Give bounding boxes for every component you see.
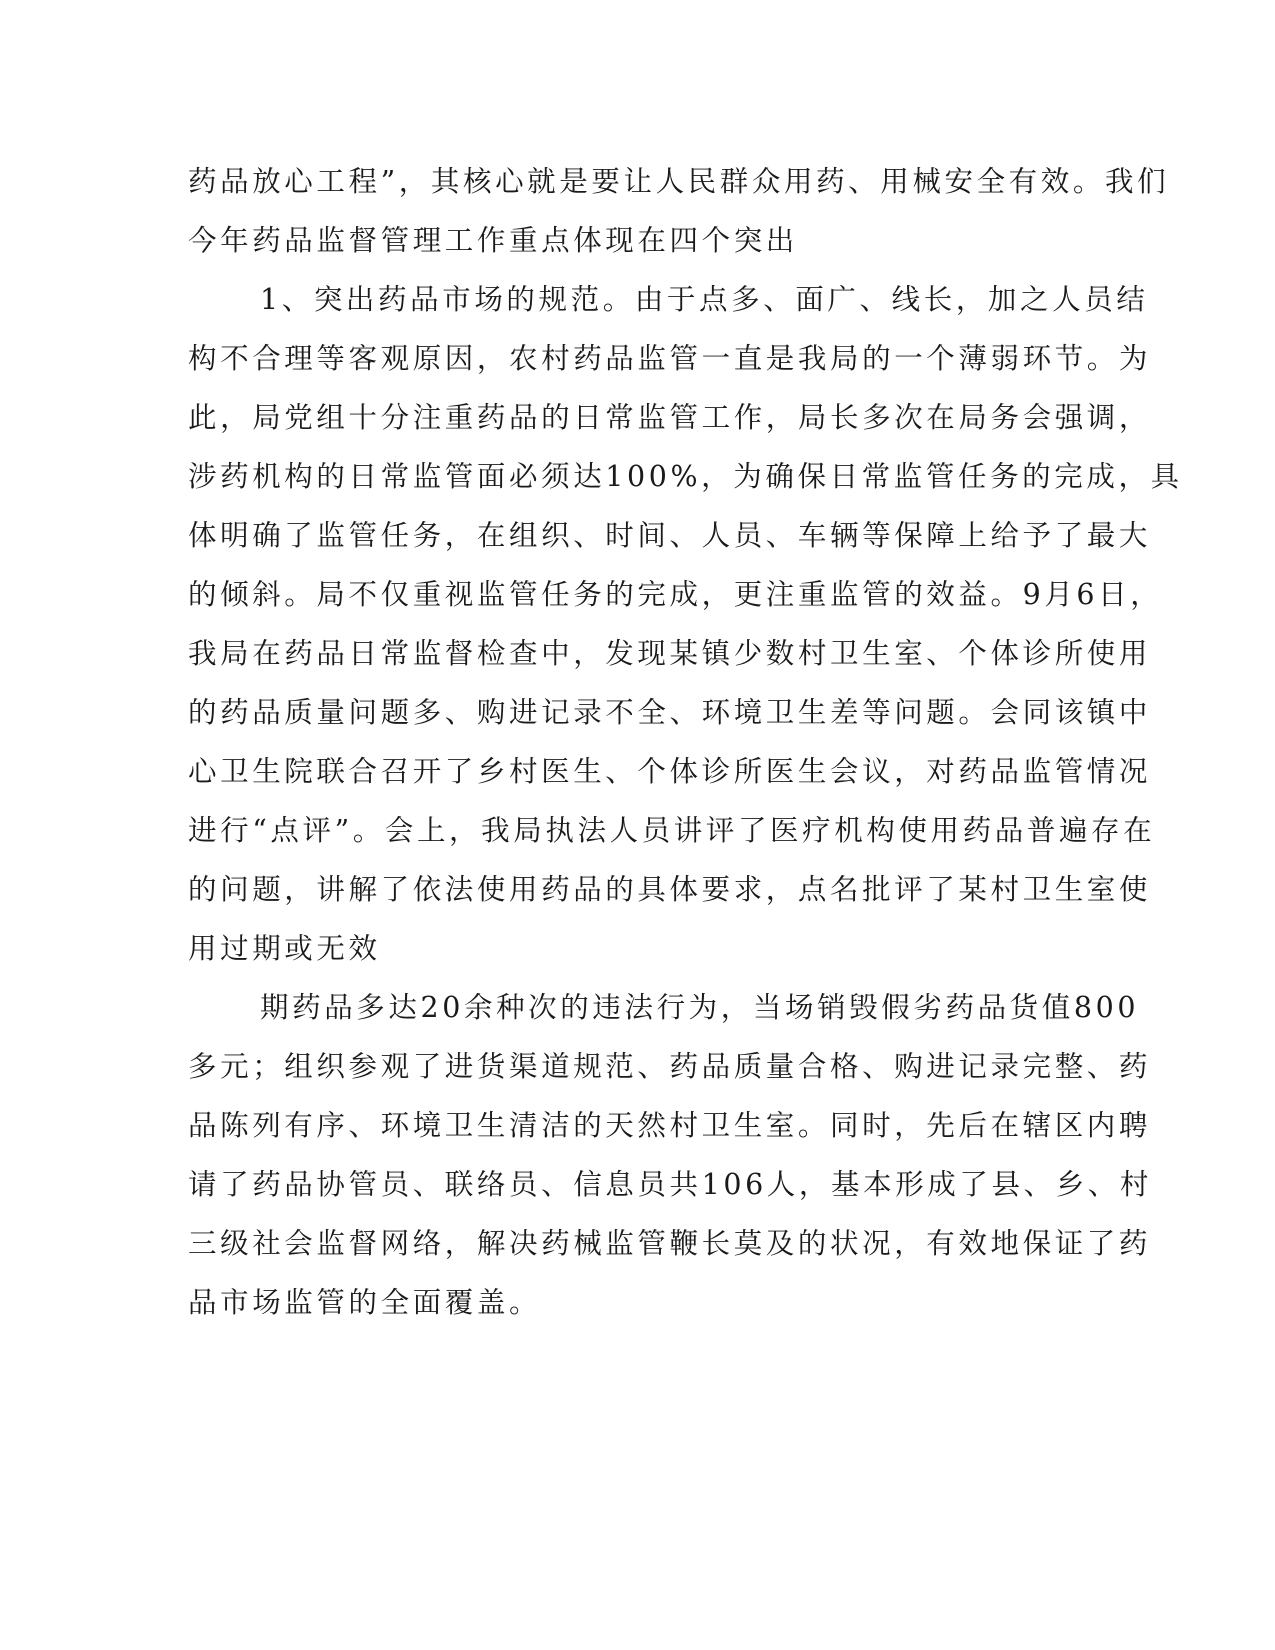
paragraph-2-line-6: 的倾斜。局不仅重视监管任务的完成，更注重监管的效益。9月6日， <box>188 578 1163 611</box>
paragraph-1-line-2: 今年药品监督管理工作重点体现在四个突出 <box>188 224 798 257</box>
paragraph-2-line-9: 心卫生院联合召开了乡村医生、个体诊所医生会议，对药品监管情况 <box>188 755 1152 788</box>
paragraph-3-line-5: 三级社会监督网络，解决药械监管鞭长莫及的状况，有效地保证了药 <box>188 1227 1152 1260</box>
paragraph-1-line-1: 药品放心工程”，其核心就是要让人民群众用药、用械安全有效。我们 <box>188 165 1170 198</box>
paragraph-3-line-1: 期药品多达20余种次的违法行为，当场销毁假劣药品货值800 <box>260 991 1140 1024</box>
paragraph-3-line-3: 品陈列有序、环境卫生清洁的天然村卫生室。同时，先后在辖区内聘 <box>188 1109 1152 1142</box>
paragraph-3-line-2: 多元；组织参观了进货渠道规范、药品质量合格、购进记录完整、药 <box>188 1050 1152 1083</box>
paragraph-2-line-8: 的药品质量问题多、购进记录不全、环境卫生差等问题。会同该镇中 <box>188 696 1152 729</box>
paragraph-2-line-1: 1、突出药品市场的规范。由于点多、面广、线长，加之人员结 <box>260 283 1149 316</box>
paragraph-2-line-5: 体明确了监管任务，在组织、时间、人员、车辆等保障上给予了最大 <box>188 519 1152 552</box>
paragraph-2-line-2: 构不合理等客观原因，农村药品监管一直是我局的一个薄弱环节。为 <box>188 342 1152 375</box>
paragraph-3-line-4: 请了药品协管员、联络员、信息员共106人，基本形成了县、乡、村 <box>188 1168 1152 1201</box>
paragraph-2-line-11: 的问题，讲解了依法使用药品的具体要求，点名批评了某村卫生室使 <box>188 873 1152 906</box>
paragraph-2-line-10: 进行“点评”。会上，我局执法人员讲评了医疗机构使用药品普遍存在 <box>188 814 1156 847</box>
paragraph-2-line-4: 涉药机构的日常监管面必须达100%，为确保日常监管任务的完成，具 <box>188 460 1183 493</box>
paragraph-2-line-3: 此，局党组十分注重药品的日常监管工作，局长多次在局务会强调， <box>188 401 1152 434</box>
paragraph-3-line-6: 品市场监管的全面覆盖。 <box>188 1286 542 1319</box>
paragraph-2-line-7: 我局在药品日常监督检查中，发现某镇少数村卫生室、个体诊所使用 <box>188 637 1152 670</box>
paragraph-2-line-12: 用过期或无效 <box>188 932 381 965</box>
